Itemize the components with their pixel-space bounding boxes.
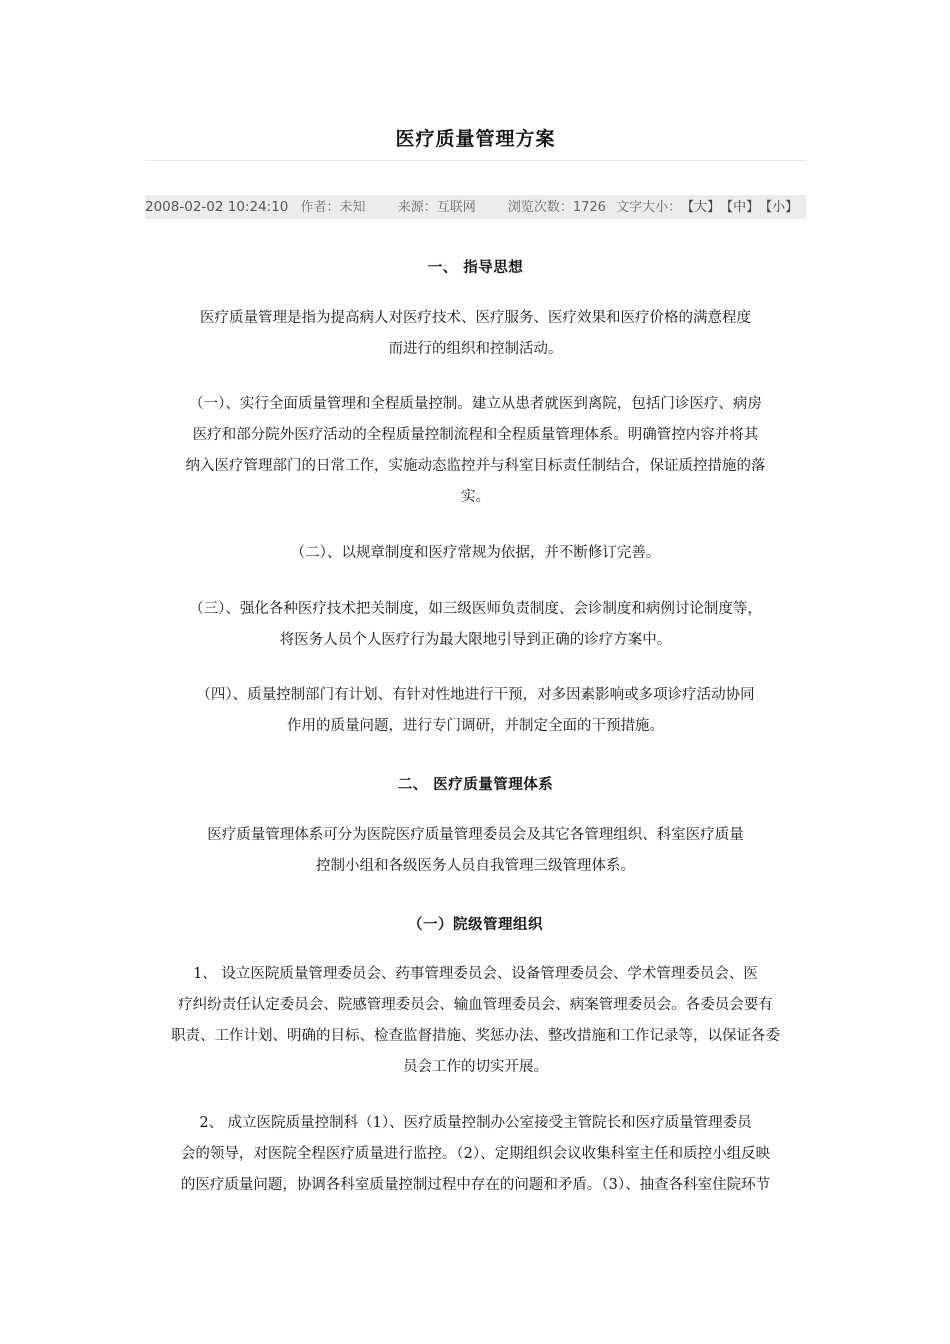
paragraph bbox=[145, 820, 806, 882]
text-line: 疗纠纷责任认定委员会、院感管理委员会、输血管理委员会、病案管理委员会。各委员会要有 bbox=[178, 997, 773, 1013]
font-size-small-button[interactable]: 【小】 bbox=[759, 200, 799, 215]
text-line: 将医务人员个人医疗行为最大限地引导到正确的诊疗方案中。 bbox=[279, 632, 672, 648]
text-line: 控制小组和各级医务人员自我管理三级管理体系。 bbox=[316, 858, 635, 874]
text-line: 作用的质量问题，进行专门调研，并制定全面的干预措施。 bbox=[287, 718, 664, 734]
paragraph bbox=[145, 389, 806, 513]
text-line: 纳入医疗管理部门的日常工作，实施动态监控并与科室目标责任制结合，保证质控措施的落 bbox=[185, 458, 766, 474]
section-heading-guiding-principle: 一、 指导思想 bbox=[427, 259, 524, 276]
text-line: （四）、质量控制部门有计划、有针对性地进行干预，对多因素影响或多项诊疗活动协同 bbox=[196, 687, 755, 703]
author-label: 作者：未知 bbox=[300, 200, 366, 215]
article-meta-bar bbox=[145, 195, 806, 219]
section-heading-quality-system: 二、 医疗质量管理体系 bbox=[397, 776, 554, 793]
text-line: 医疗质量管理是指为提高病人对医疗技术、医疗服务、医疗效果和医疗价格的满意程度 bbox=[200, 310, 751, 326]
paragraph bbox=[145, 680, 806, 742]
article-title: 医疗质量管理方案 bbox=[395, 128, 556, 150]
text-line: 医疗质量管理体系可分为医院医疗质量管理委员会及其它各管理组织、科室医疗质量 bbox=[207, 827, 744, 843]
text-line: （一）、实行全面质量管理和全程质量控制。建立从患者就医到离院，包括门诊医疗、病房 bbox=[189, 396, 762, 412]
font-size-medium-button[interactable]: 【中】 bbox=[720, 200, 760, 215]
subsection-heading-hospital-level: （一）院级管理组织 bbox=[408, 916, 543, 933]
paragraph bbox=[145, 959, 806, 1083]
text-line: 职责、工作计划、明确的目标、检查监督措施、奖惩办法、整改措施和工作记录等，以保证各委 bbox=[171, 1028, 780, 1044]
text-line: 员会工作的切实开展。 bbox=[403, 1059, 548, 1075]
text-line: 的医疗质量问题，协调各科室质量控制过程中存在的问题和矛盾。（3）、抽查各科室住院环节 bbox=[180, 1177, 771, 1193]
title-divider bbox=[145, 160, 806, 161]
text-line: 2、 成立医院质量控制科（1）、医疗质量控制办公室接受主管院长和医疗质量管理委员 bbox=[199, 1115, 752, 1131]
text-line: 1、 设立医院质量管理委员会、药事管理委员会、设备管理委员会、学术管理委员会、医 bbox=[193, 966, 758, 982]
text-line: 而进行的组织和控制活动。 bbox=[388, 341, 563, 357]
source-label: 来源：互联网 bbox=[397, 200, 476, 215]
text-line: （三）、强化各种医疗技术把关制度，如三级医师负责制度、会诊制度和病例讨论制度等， bbox=[189, 601, 762, 617]
view-count: 浏览次数：1726 bbox=[507, 200, 606, 215]
paragraph bbox=[145, 303, 806, 365]
paragraph bbox=[145, 538, 806, 569]
text-line: 医疗和部分院外医疗活动的全程质量控制流程和全程质量管理体系。明确管控内容并将其 bbox=[192, 427, 759, 443]
font-size-large-button[interactable]: 【大】 bbox=[681, 200, 721, 215]
paragraph bbox=[145, 594, 806, 656]
paragraph bbox=[145, 1108, 806, 1201]
font-size-label: 文字大小： bbox=[616, 200, 682, 215]
text-line: 会的领导，对医院全程医疗质量进行监控。（2）、定期组织会议收集科室主任和质控小组反映 bbox=[180, 1146, 771, 1162]
text-line: 实。 bbox=[461, 489, 490, 505]
text-line: （二）、以规章制度和医疗常规为依据，并不断修订完善。 bbox=[290, 545, 661, 561]
publish-datetime: 2008-02-02 10:24:10 bbox=[145, 199, 289, 215]
